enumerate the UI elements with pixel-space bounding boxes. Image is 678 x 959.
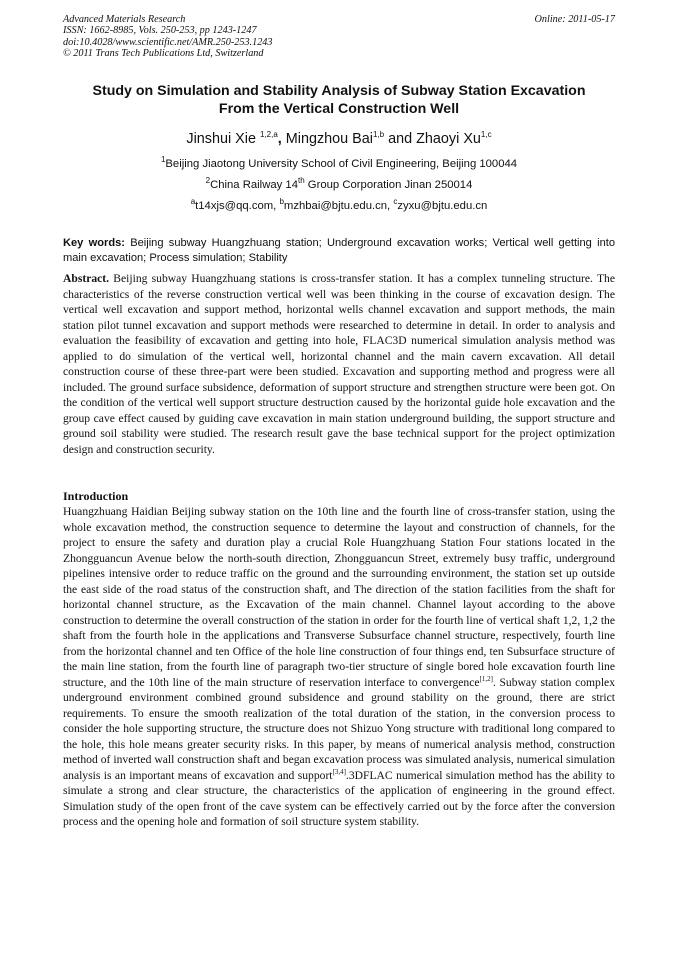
email-address: mzhbai@bjtu.edu.cn, — [283, 200, 394, 212]
citation-marker: [1,2] — [479, 674, 493, 683]
author-separator: and — [384, 131, 417, 147]
affiliation-text: Beijing Jiaotong University School of Civil Engineering, Beijing 100044 — [165, 158, 518, 170]
introduction-body — [63, 504, 615, 830]
author-list — [0, 131, 678, 147]
author-name: Mingzhou Bai — [285, 131, 373, 147]
abstract — [63, 271, 615, 457]
keywords — [63, 236, 615, 266]
affiliation-marker: 2 — [205, 176, 211, 186]
author-affiliation-marker: 1,b — [372, 130, 385, 140]
email-marker: b — [279, 197, 284, 207]
introduction-text: Huangzhuang Haidian Beijing subway station on the 10th line and the fourth line of cross-transfer station, using the whole excavation method, the construction sequence to determine the layout and construction of channels, for the project to ensure the safety and duration play a crucial Role Huangzhuang Station Four stations located in the Zhongguancun Avenue below the north-south direction, Zhongguancun Street, extremely busy traffic, underground pipelines intensive order to reduce traffic on the ground and the surrounding environment, the station set up outside the east side of the road status of the construction shaft, and The direction of the station facilities from the shaft for horizontal channel structure, as the Excavation of the main channel. Channel layout according to the above construction to determine the overall construction of the station in order for the fourth line of vertical shaft 1,2, 1,2 the shaft from the fourth hole in the applications and Transverse Subsurface channel structure, respectively, fourth line from the horizontal channel and ten Office of the hole line construction of four things end, ten Subsurface structure of the main line station, from the fourth line of paragraph two-tier structure of single bored hole excavation fourth line structure, and the 10th line of the main structure of reservation interface to convergence — [63, 505, 615, 689]
introduction-text: . Subway station complex underground environment combined ground subsidence and ground stability on the ground, there are strict requirements. To ensure the smooth realization of the total duration of the station, in the conversion process to consider the hole supporting structure, the structure does not Shizuo Yong structure with traditional long compared to the hole, this hole means greater security risks. In this paper, by means of numerical analysis method, construction method of inverted wall construction shaft and began excavation process was simulated analysis, numerical simulation analysis is an important means of excavation and support — [63, 675, 615, 782]
paper-title — [40, 83, 638, 118]
affiliation-2 — [0, 176, 678, 191]
email-marker: a — [190, 197, 196, 207]
doi-line: doi:10.4028/www.scientific.net/AMR.250-253.1243 — [63, 36, 273, 48]
title-line-2: From the Vertical Construction Well — [218, 100, 460, 117]
email-address: zyxu@bjtu.edu.cn — [397, 200, 488, 212]
affiliation-text: China Railway 14 — [210, 179, 298, 191]
ordinal-suffix: th — [298, 176, 305, 186]
keywords-label: Key words: — [63, 237, 125, 249]
email-marker: c — [393, 197, 398, 207]
keywords-text: Beijing subway Huangzhuang station; Underground excavation works; Vertical well getting into main excavation; Process simulation; Stability — [63, 237, 615, 264]
abstract-label: Abstract. — [63, 272, 110, 285]
abstract-text: Beijing subway Huangzhuang stations is cross-transfer station. It has a complex tunneling structure. The characteristics of the reverse construction vertical well was been thinking in the course of excavation design. The vertical well excavation and support method, horizontal wells channel excavation and support methods, the main station pilot tunnel excavation and support methods were researched to determine in detail. In order to analysis and evaluation the feasibility of excavation and getting into hole, FLAC3D numerical simulation analysis method was applied to do simulation of the vertical well, horizontal channel and the main cavern excavation. All detail construction course of these three-part were been studied. Excavation and supporting method and progress were all included. The ground surface subsidence, deformation of support structure and strengthen structure were been got. On the condition of the vertical well support structure destruction caused by the horizontal guide hole excavation and the group cave effect caused by guiding cave excavation in main station underground building, the support structure and ground soil stability were studied. The research result gave the base technical support for the project optimization design and construction security. — [63, 272, 615, 456]
introduction-text: .3DFLAC numerical simulation method has the ability to simulate a strong and clear structure, the characteristics of the application of engineering in the ground effect. Simulation study of the open front of the cave system can be effectively carried out by the force after the conversion process and the opening hole and formation of soil structure system stability. — [63, 768, 615, 829]
affiliation-marker: 1 — [160, 155, 166, 165]
copyright-line: © 2011 Trans Tech Publications Ltd, Switzerland — [63, 48, 264, 60]
affiliation-1 — [0, 155, 678, 170]
author-name: Jinshui Xie — [186, 131, 256, 147]
issn-line: ISSN: 1662-8985, Vols. 250-253, pp 1243-1247 — [63, 25, 257, 37]
author-separator: , — [277, 131, 286, 147]
citation-marker: [3,4] — [332, 767, 346, 776]
email-line — [0, 197, 678, 212]
online-date: Online: 2011-05-17 — [534, 14, 615, 25]
journal-name: Advanced Materials Research — [63, 14, 186, 25]
author-affiliation-marker: 1,c — [480, 130, 492, 140]
page-header — [63, 14, 615, 60]
author-name: Zhaoyi Xu — [416, 131, 481, 147]
affiliation-text: Group Corporation Jinan 250014 — [304, 179, 473, 191]
author-affiliation-marker: 1,2,a — [259, 130, 278, 140]
section-heading-introduction: Introduction — [63, 489, 129, 503]
title-line-1: Study on Simulation and Stability Analysis of Subway Station Excavation — [92, 83, 586, 99]
email-address: t14xjs@qq.com, — [195, 200, 280, 212]
